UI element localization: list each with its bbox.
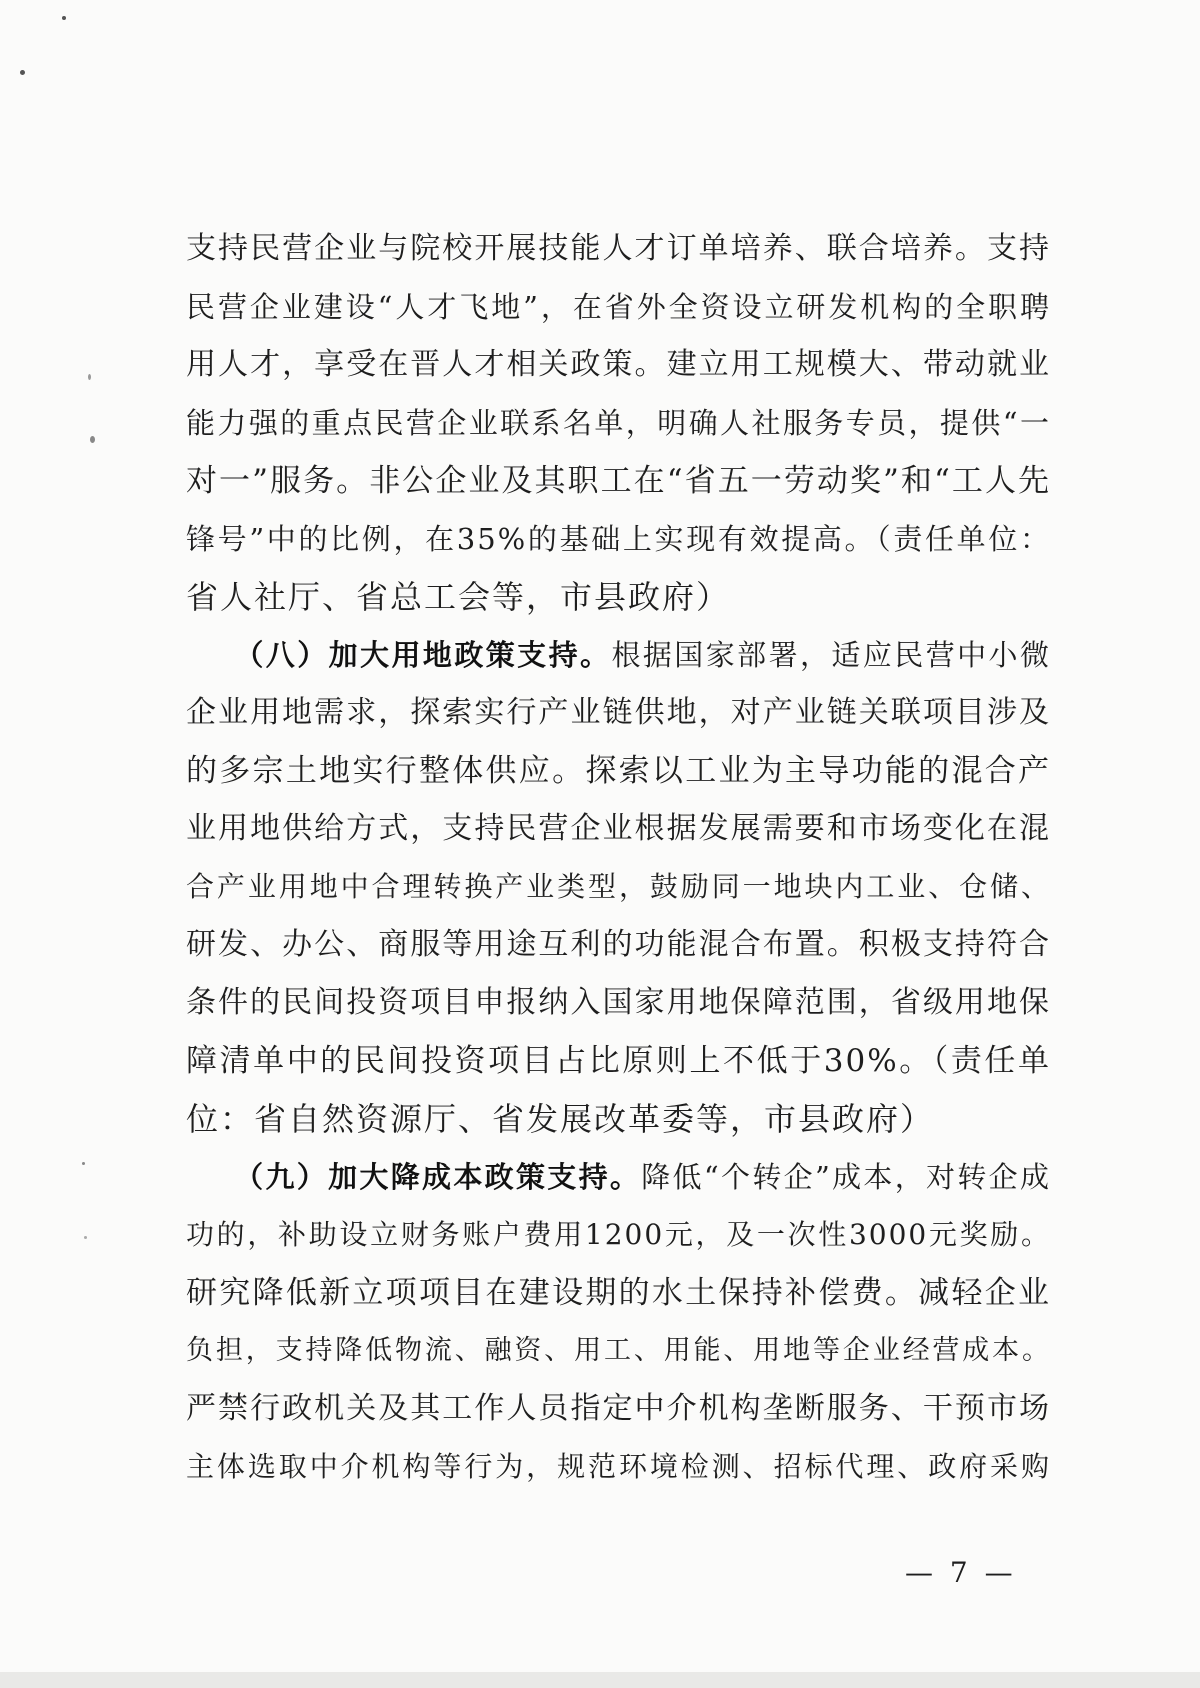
text-line: 对一”服务。非公企业及其职工在“省五一劳动奖”和“工人先: [186, 463, 1051, 499]
text-line: 障清单中的民间投资项目占比原则上不低于30%。（责任单: [186, 1043, 1051, 1079]
scan-edge: [0, 1672, 1200, 1688]
text-line: 业用地供给方式，支持民营企业根据发展需要和市场变化在混: [186, 811, 1051, 846]
scan-speck: [90, 436, 95, 443]
text-line: 功的，补助设立财务账户费用1200元，及一次性3000元奖励。: [186, 1218, 1051, 1251]
text-line: 严禁行政机关及其工作人员指定中介机构垄断服务、干预市场: [186, 1391, 1051, 1426]
text-line: 用人才，享受在晋人才相关政策。建立用工规模大、带动就业: [186, 347, 1051, 382]
text-line: 条件的民间投资项目申报纳入国家用地保障范围，省级用地保: [186, 985, 1051, 1020]
text-line: 负担，支持降低物流、融资、用工、用能、用地等企业经营成本。: [186, 1335, 1051, 1366]
text-line: 的多宗土地实行整体供应。探索以工业为主导功能的混合产: [186, 753, 1051, 789]
text-line: 省人社厅、省总工会等，市县政府）: [186, 578, 731, 616]
text-line: 研发、办公、商服等用途互利的功能混合布置。积极支持符合: [186, 927, 1051, 962]
text-line: 主体选取中介机构等行为，规范环境检测、招标代理、政府采购: [186, 1450, 1051, 1483]
section-heading: （九）加大降成本政策支持。: [248, 1160, 642, 1194]
scan-speck: [88, 374, 91, 380]
text-line: 锋号”中的比例，在35%的基础上实现有效提高。（责任单位：: [186, 522, 1051, 556]
scan-speck: [62, 16, 66, 20]
text-line: 支持民营企业与院校开展技能人才订单培养、联合培养。支持: [186, 231, 1051, 266]
text-line: 合产业用地中合理转换产业类型，鼓励同一地块内工业、仓储、: [186, 870, 1051, 903]
section-heading-line: （九）加大降成本政策支持。降低“个转企”成本，对转企成: [248, 1160, 1051, 1194]
body-text: [186, 220, 1051, 1496]
scan-speck: [84, 1236, 87, 1239]
scan-speck: [82, 1162, 85, 1165]
page-number: — 7 —: [905, 1556, 1017, 1589]
section-heading-line: （八）加大用地政策支持。根据国家部署，适应民营中小微: [248, 638, 1051, 672]
section-heading: （八）加大用地政策支持。: [248, 638, 612, 672]
text-line: 研究降低新立项项目在建设期的水土保持补偿费。减轻企业: [186, 1275, 1051, 1311]
scan-speck: [20, 70, 25, 75]
text-line: 企业用地需求，探索实行产业链供地，对产业链关联项目涉及: [186, 695, 1051, 730]
text-line: 位：省自然资源厅、省发展改革委等，市县政府）: [186, 1100, 935, 1138]
text-line: 能力强的重点民营企业联系名单，明确人社服务专员，提供“一: [186, 406, 1051, 440]
text-line: 民营企业建设“人才飞地”，在省外全资设立研发机构的全职聘: [186, 290, 1051, 324]
